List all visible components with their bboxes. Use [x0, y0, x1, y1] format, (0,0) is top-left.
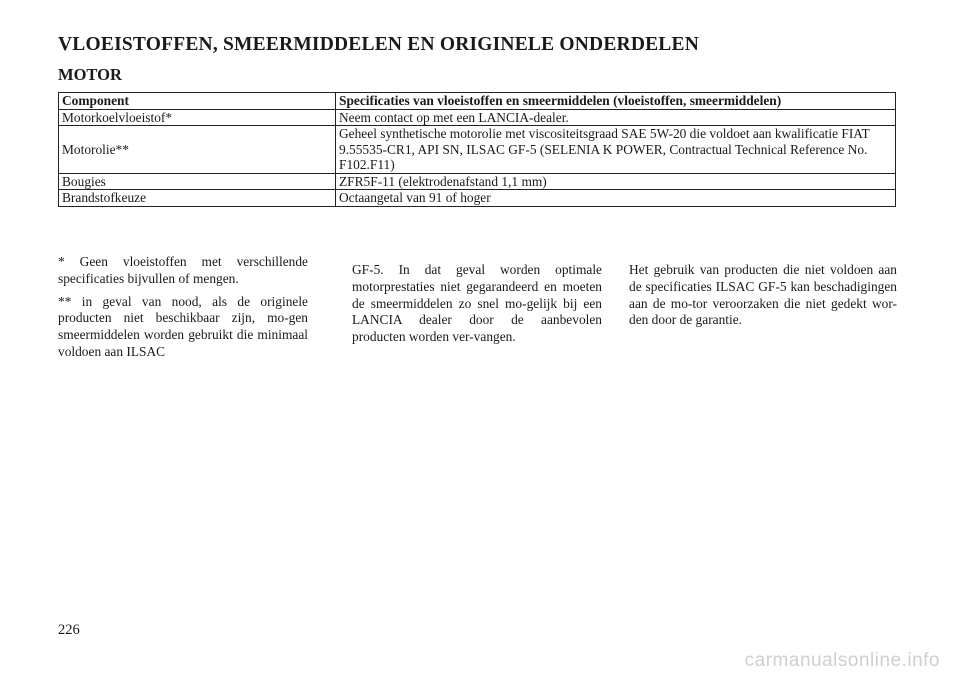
- table-cell-spec: Neem contact op met een LANCIA-dealer.: [336, 109, 896, 126]
- footnote-double-asterisk: ** in geval van nood, als de originele producten niet beschikbaar zijn, mo-gen smeermiddelen worden gebruikt die minimaal voldoen aan ILSAC: [58, 293, 308, 359]
- footnote-single-asterisk: * Geen vloeistoffen met verschillende specificaties bijvullen of mengen.: [58, 254, 308, 286]
- table-cell-spec: Octaangetal van 91 of hoger: [336, 190, 896, 207]
- watermark: carmanualsonline.info: [744, 650, 940, 671]
- text-column-1: [58, 254, 308, 367]
- table-row: [59, 109, 896, 126]
- table-cell-component: Motorkoelvloeistof*: [59, 109, 336, 126]
- footnote-continuation: GF-5. In dat geval worden optimale motorprestaties niet gegarandeerd en moeten de smeermiddelen zo snel mo-gelijk bij een LANCIA dealer door de aanbevolen producten worden ver-vangen.: [352, 262, 602, 345]
- specification-table: [58, 92, 896, 207]
- text-column-2: [352, 262, 602, 352]
- warranty-note: Het gebruik van producten die niet voldoen aan de specificaties ILSAC GF-5 kan beschadigingen aan de mo-tor veroorzaken die niet gedekt wor-den door de garantie.: [629, 262, 897, 328]
- table-row: [59, 126, 896, 174]
- table-header-row: [59, 93, 896, 110]
- table-cell-component: Motorolie**: [59, 126, 336, 174]
- text-column-3: [629, 262, 897, 335]
- table-cell-spec: Geheel synthetische motorolie met viscositeitsgraad SAE 5W-20 die voldoet aan kwalificatie FIAT 9.55535-CR1, API SN, ILSAC GF-5 (SELENIA K POWER, Contractual Technical Reference No. F102.F11): [336, 126, 896, 174]
- column-header-specification: Specificaties van vloeistoffen en smeermiddelen (vloeistoffen, smeermiddelen): [336, 93, 896, 110]
- column-header-component: Component: [59, 93, 336, 110]
- page-number: 226: [58, 622, 80, 638]
- page-title: VLOEISTOFFEN, SMEERMIDDELEN EN ORIGINELE ONDERDELEN: [58, 34, 699, 55]
- table-cell-component: Bougies: [59, 173, 336, 190]
- table-cell-component: Brandstofkeuze: [59, 190, 336, 207]
- section-title: MOTOR: [58, 65, 122, 84]
- table-cell-spec: ZFR5F-11 (elektrodenafstand 1,1 mm): [336, 173, 896, 190]
- table-row: [59, 190, 896, 207]
- table-row: [59, 173, 896, 190]
